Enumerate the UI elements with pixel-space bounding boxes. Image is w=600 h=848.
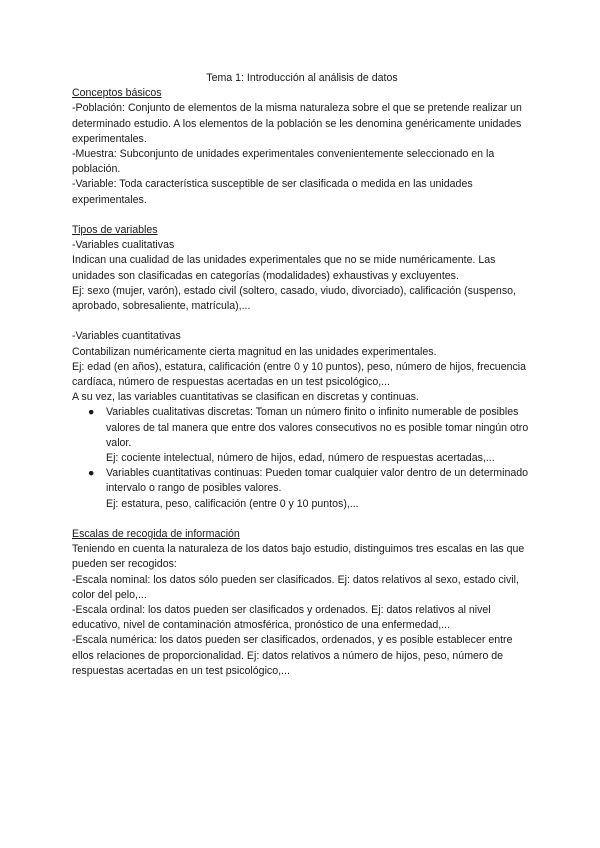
document-page <box>72 71 532 679</box>
list-item-example: Ej: estatura, peso, calificación (entre 0 y 10 puntos),... <box>106 497 359 510</box>
document-title: Tema 1: Introducción al análisis de datos <box>206 72 398 84</box>
scale-numerica: -Escala numérica: los datos pueden ser clasificados, ordenados, y es posible establecer entre ellos relaciones de proporcionalidad. Ej: datos relativos a número de hijos, peso, número de respuestas acertadas en un test psicológico,... <box>72 634 513 677</box>
heading-conceptos-basicos: Conceptos básicos <box>72 87 162 100</box>
list-item-text: Variables cualitativas discretas: Toman un número finito o infinito numerable de posibles valores de tal manera que entre dos valores consecutivos no es posible tomar ningún otro valor. <box>106 406 529 449</box>
quantitative-title: -Variables cuantitativas <box>72 330 181 343</box>
definition-variable: -Variable: Toda característica susceptible de ser clasificada o medida en las unidades experimentales. <box>72 178 473 206</box>
bullet-icon: ● <box>88 406 95 419</box>
heading-escalas: Escalas de recogida de información <box>72 528 240 541</box>
definition-poblacion: -Población: Conjunto de elementos de la misma naturaleza sobre el que se pretende realizar un determinado estudio. A los elementos de la población se les denomina genéricamente unidades experimentales. <box>72 102 522 145</box>
list-item <box>72 466 532 496</box>
spacer <box>72 208 532 223</box>
spacer <box>72 512 532 527</box>
bullet-icon: ● <box>88 467 95 480</box>
qualitative-example: Ej: sexo (mujer, varón), estado civil (soltero, casado, viudo, divorciado), calificación (suspenso, aprobado, sobresaliente, matrícula),... <box>72 284 516 313</box>
scale-ordinal: -Escala ordinal: los datos pueden ser clasificados y ordenados. Ej: datos relativos al nivel educativo, nivel de contaminación atmosférica, pronóstico de una enfermedad,... <box>72 604 491 632</box>
scales-intro: Teniendo en cuenta la naturaleza de los datos bajo estudio, distinguimos tres escalas en las que pueden ser recogidos: <box>72 543 525 571</box>
scale-nominal: -Escala nominal: los datos sólo pueden ser clasificados. Ej: datos relativos al sexo, estado civil, color del pelo,... <box>72 573 519 601</box>
quantitative-example: Ej: edad (en años), estatura, calificación (entre 0 y 10 puntos), peso, número de hijos, frecuencia cardíaca, número de respuestas acertadas en un test psicológico,... <box>72 360 527 389</box>
quantitative-description: Contabilizan numéricamente cierta magnitud en las unidades experimentales. <box>72 345 437 358</box>
list-item-example: Ej: cociente intelectual, número de hijos, edad, número de respuestas acertadas,... <box>106 452 495 465</box>
variable-types-list <box>72 405 532 511</box>
spacer <box>72 314 532 329</box>
list-item-text: Variables cuantitativas continuas: Pueden tomar cualquier valor dentro de un determinado intervalo o rango de posibles valores. <box>106 467 529 495</box>
definition-muestra: -Muestra: Subconjunto de unidades experimentales convenientemente seleccionado en la población. <box>72 148 495 176</box>
quantitative-note: A su vez, las variables cuantitativas se clasifican en discretas y continuas. <box>72 391 419 404</box>
qualitative-title: -Variables cualitativas <box>72 239 175 252</box>
list-item <box>72 405 532 451</box>
qualitative-description: Indican una cualidad de las unidades experimentales que no se mide numéricamente. Las unidades son clasificadas en categorías (modalidades) exhaustivas y excluyentes. <box>72 254 496 282</box>
heading-tipos-de-variables: Tipos de variables <box>72 224 158 237</box>
